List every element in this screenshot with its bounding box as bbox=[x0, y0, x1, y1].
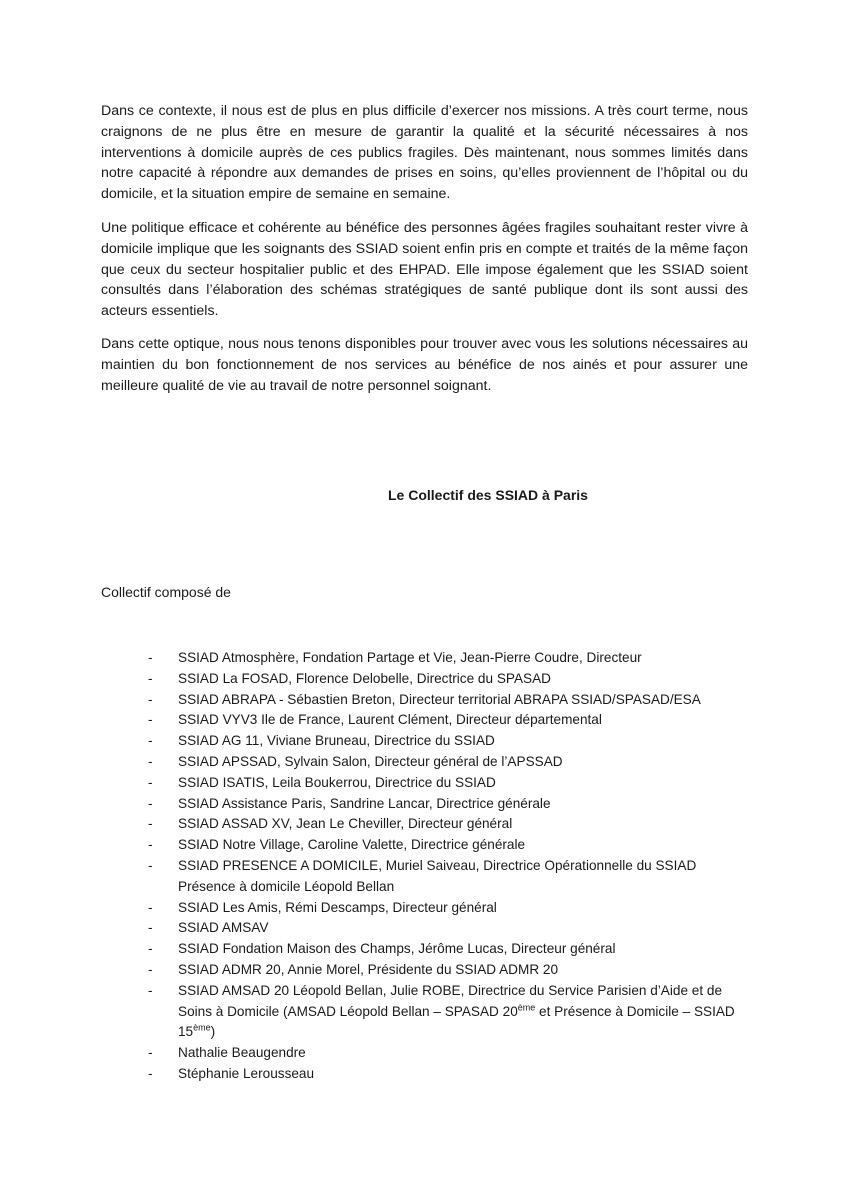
amsad-sup-a: ème bbox=[517, 1002, 536, 1013]
list-item-text: SSIAD AMSAV bbox=[178, 920, 269, 936]
list-item-text: SSIAD Atmosphère, Fondation Partage et Vie, Jean-Pierre Coudre, Directeur bbox=[178, 650, 642, 665]
list-item-text: SSIAD VYV3 Ile de France, Laurent Clément, Directeur départemental bbox=[178, 712, 602, 728]
list-item bbox=[148, 648, 748, 669]
list-bullet: - bbox=[148, 857, 153, 873]
list-bullet: - bbox=[148, 650, 153, 665]
list-item bbox=[148, 814, 748, 835]
list-bullet: - bbox=[148, 899, 153, 915]
list-item-text: SSIAD La FOSAD, Florence Delobelle, Directrice du SPASAD bbox=[178, 670, 551, 686]
list-item bbox=[148, 1043, 748, 1064]
list-bullet: - bbox=[148, 1065, 153, 1081]
amsad-sup-b: ème bbox=[193, 1022, 211, 1033]
list-item bbox=[148, 731, 748, 752]
list-item bbox=[148, 752, 748, 773]
list-item-text: SSIAD ABRAPA - Sébastien Breton, Directeur territorial ABRAPA SSIAD/SPASAD/ESA bbox=[178, 691, 701, 707]
amsad-text-c: ) bbox=[210, 1024, 216, 1040]
list-bullet: - bbox=[148, 941, 153, 957]
list-item bbox=[148, 960, 748, 981]
list-bullet: - bbox=[148, 691, 153, 707]
list-item-text: SSIAD ISATIS, Leila Boukerrou, Directrice du SSIAD bbox=[178, 774, 496, 790]
paragraph-context: Dans ce contexte, il nous est de plus en plus difficile d’exercer nos missions. A très court terme, nous craignons de ne plus être en mesure de garantir la qualité et la sécurité nécessaires à nos interventions à domicile auprès de ces publics fragiles. Dès maintenant, nous sommes limités dans notre capacité à répondre aux demandes de prises en soins, qu’elles proviennent de l’hôpital ou du domicile, et la situation empire de semaine en semaine. bbox=[101, 103, 748, 203]
list-item bbox=[148, 981, 748, 1043]
list-item-text: SSIAD APSSAD, Sylvain Salon, Directeur général de l’APSSAD bbox=[178, 753, 563, 769]
paragraph-availability: Dans cette optique, nous nous tenons disponibles pour trouver avec vous les solutions nécessaires au maintien du bon fonctionnement de nos services au bénéfice de nos ainés et pour assurer une meilleure qualité de vie au travail de notre personnel soignant. bbox=[101, 336, 748, 394]
list-item-text: SSIAD ADMR 20, Annie Morel, Présidente du SSIAD ADMR 20 bbox=[178, 961, 559, 977]
list-bullet: - bbox=[148, 920, 153, 936]
list-bullet: - bbox=[148, 795, 153, 811]
list-bullet: - bbox=[148, 1045, 153, 1061]
list-item-text: Nathalie Beaugendre bbox=[178, 1045, 306, 1061]
list-item bbox=[148, 898, 748, 919]
list-item bbox=[148, 669, 748, 690]
list-item bbox=[148, 773, 748, 794]
list-bullet: - bbox=[148, 753, 153, 769]
list-bullet: - bbox=[148, 837, 153, 853]
list-item bbox=[148, 856, 748, 898]
list-item-text: SSIAD ASSAD XV, Jean Le Cheviller, Directeur général bbox=[178, 816, 513, 832]
list-item bbox=[148, 690, 748, 711]
list-item-text: SSIAD Assistance Paris, Sandrine Lancar, Directrice générale bbox=[178, 795, 551, 811]
members-intro: Collectif composé de bbox=[101, 584, 231, 600]
list-item-text-amsad bbox=[178, 981, 748, 1043]
amsad-text-a: SSIAD AMSAD 20 Léopold Bellan, Julie ROBE, Directrice du Service Parisien d’Aide et de Soins à Domicile (AMSAD Léopold Bellan – SPASAD 20 bbox=[178, 982, 723, 1019]
list-item-text: SSIAD Les Amis, Rémi Descamps, Directeur général bbox=[178, 899, 497, 915]
list-bullet: - bbox=[148, 733, 153, 749]
list-item bbox=[148, 939, 748, 960]
list-item-text: SSIAD Notre Village, Caroline Valette, Directrice générale bbox=[178, 837, 526, 853]
list-item bbox=[148, 794, 748, 815]
list-bullet: - bbox=[148, 712, 153, 728]
list-bullet: - bbox=[148, 982, 153, 998]
list-item-text: SSIAD PRESENCE A DOMICILE, Muriel Saiveau, Directrice Opérationnelle du SSIAD Présence à domicile Léopold Bellan bbox=[178, 857, 697, 894]
list-item bbox=[148, 835, 748, 856]
signature: Le Collectif des SSIAD à Paris bbox=[388, 487, 588, 503]
list-item-text: Stéphanie Lerousseau bbox=[178, 1065, 315, 1081]
list-item-text: SSIAD Fondation Maison des Champs, Jérôme Lucas, Directeur général bbox=[178, 941, 616, 957]
list-item-text: SSIAD AG 11, Viviane Bruneau, Directrice du SSIAD bbox=[178, 733, 495, 749]
list-bullet: - bbox=[148, 961, 153, 977]
list-item bbox=[148, 1064, 748, 1085]
members-list bbox=[148, 648, 748, 1085]
amsad-text-b: et Présence à Domicile – SSIAD 15 bbox=[178, 1003, 735, 1040]
list-bullet: - bbox=[148, 816, 153, 832]
list-item bbox=[148, 710, 748, 731]
list-bullet: - bbox=[148, 774, 153, 790]
list-item bbox=[148, 918, 748, 939]
paragraph-policy: Une politique efficace et cohérente au bénéfice des personnes âgées fragiles souhaitant rester vivre à domicile implique que les soignants des SSIAD soient enfin pris en compte et traités de la même façon que ceux du secteur hospitalier public et des EHPAD. Elle impose également que les SSIAD soient consultés dans l’élaboration des schémas stratégiques de santé publique dont ils sont aussi des acteurs essentiels. bbox=[101, 220, 748, 320]
list-bullet: - bbox=[148, 670, 153, 686]
